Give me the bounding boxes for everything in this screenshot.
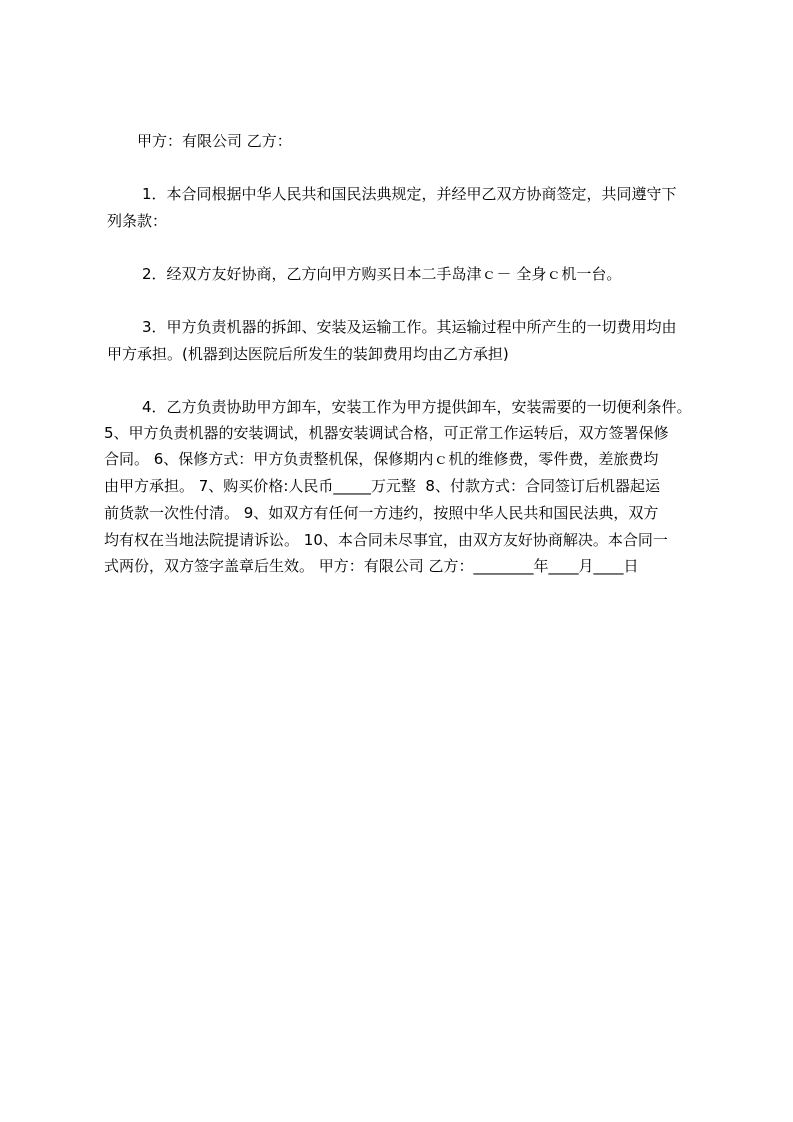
clause-3-line-1: 3．甲方负责机器的拆卸、安装及运输工作。其运输过程中所产生的一切费用均由 bbox=[142, 318, 677, 336]
clause-10-line: 均有权在当地法院提请诉讼。 10、本合同未尽事宜，由双方友好协商解决。本合同一 bbox=[104, 531, 668, 549]
clause-7-8-line: 由甲方承担。 7、购买价格:人民币_____万元整 8、付款方式：合同签订后机器起运 bbox=[104, 477, 660, 495]
signature-line: 式两份，双方签字盖章后生效。 甲方：有限公司 乙方：________年____月____日 bbox=[104, 557, 639, 575]
clause-3-line-2: 甲方承担。(机器到达医院后所发生的装卸费用均由乙方承担) bbox=[107, 345, 509, 363]
clause-1-line-2: 列条款： bbox=[107, 212, 168, 230]
clause-2-line-1: 2．经双方友好协商，乙方向甲方购买日本二手岛津ｃ－ 全身ｃ机一台。 bbox=[142, 265, 622, 283]
clause-9-line: 前货款一次性付清。 9、如双方有任何一方违约，按照中华人民共和国民法典，双方 bbox=[104, 504, 659, 522]
clause-5-line: 5、甲方负责机器的安装调试，机器安装调试合格，可正常工作运转后，双方签署保修 bbox=[104, 424, 669, 442]
clause-6-line: 合同。 6、保修方式：甲方负责整机保，保修期内ｃ机的维修费，零件费，差旅费均 bbox=[104, 450, 659, 468]
clause-4-line-1: 4．乙方负责协助甲方卸车，安装工作为甲方提供卸车，安装需要的一切便利条件。 bbox=[142, 398, 692, 416]
clause-1-line-1: 1．本合同根据中华人民共和国民法典规定，并经甲乙双方协商签定，共同遵守下 bbox=[142, 185, 677, 203]
parties-header: 甲方：有限公司 乙方： bbox=[137, 132, 292, 150]
